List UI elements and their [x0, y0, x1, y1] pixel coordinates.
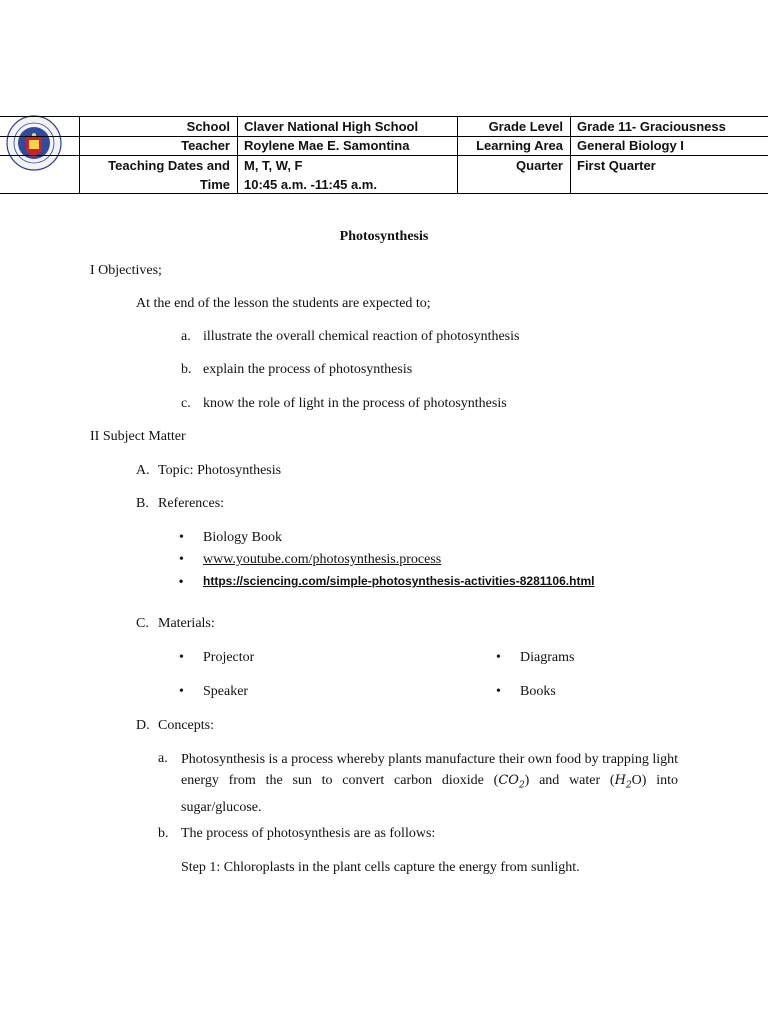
- table-column-divider: [570, 116, 571, 194]
- material-item: • Projector: [203, 650, 254, 666]
- h2o-formula: $H_2$: [614, 773, 632, 791]
- objectives-heading: I Objectives;: [90, 263, 162, 278]
- topic-label: Topic: Photosynthesis: [158, 463, 282, 478]
- subject-matter-heading: II Subject Matter: [90, 429, 186, 444]
- objective-marker: c.: [181, 396, 191, 411]
- document-title: Photosynthesis: [339, 229, 429, 244]
- grade-level-label: Grade Level: [488, 119, 563, 134]
- objective-item: illustrate the overall chemical reaction of photosynthesis: [203, 329, 520, 344]
- grade-level-value: Grade 11- Graciousness: [577, 119, 726, 134]
- objective-item: explain the process of photosynthesis: [203, 362, 413, 377]
- reference-link[interactable]: • www.youtube.com/photosynthesis.process: [203, 552, 441, 568]
- school-label: School: [186, 119, 230, 134]
- learning-area-label: Learning Area: [476, 138, 563, 153]
- objective-marker: a.: [181, 329, 191, 344]
- objective-marker: b.: [181, 362, 192, 377]
- section-marker: C.: [136, 616, 149, 631]
- objectives-intro: At the end of the lesson the students are expected to;: [136, 296, 431, 311]
- school-value: Claver National High School: [244, 119, 419, 134]
- concept-marker: b.: [158, 826, 169, 841]
- concept-a-text: Photosynthesis is a process whereby plants manufacture their own food by trapping light energy from the sun to convert carbon dioxide (: [181, 752, 678, 788]
- material-item: • Speaker: [203, 684, 248, 700]
- materials-label: Materials:: [158, 616, 215, 631]
- deped-seal-logo: [6, 115, 62, 171]
- learning-area-value: General Biology I: [577, 138, 684, 153]
- reference-link[interactable]: • https://sciencing.com/simple-photosynthesis-activities-8281106.html: [203, 574, 594, 588]
- teaching-time-value: 10:45 a.m. -11:45 a.m.: [244, 177, 377, 192]
- section-marker: A.: [136, 463, 150, 478]
- concept-b-text: The process of photosynthesis are as follows:: [181, 826, 436, 841]
- step-1-text: Step 1: Chloroplasts in the plant cells capture the energy from sunlight.: [181, 860, 580, 875]
- material-item: • Diagrams: [520, 650, 574, 666]
- concept-a-text: O) into sugar/glucose.: [181, 773, 678, 815]
- concept-marker: a.: [158, 751, 168, 766]
- concept-a-text: ) and water (: [524, 773, 615, 788]
- teacher-value: Roylene Mae E. Samontina: [244, 138, 410, 153]
- concepts-label: Concepts:: [158, 718, 214, 733]
- section-marker: B.: [136, 496, 149, 511]
- quarter-value: First Quarter: [577, 158, 656, 173]
- teaching-time-label: Time: [199, 177, 230, 192]
- teaching-dates-label: Teaching Dates and: [108, 158, 230, 173]
- objective-item: know the role of light in the process of photosynthesis: [203, 396, 507, 411]
- table-column-divider: [237, 116, 238, 194]
- material-item: • Books: [520, 684, 556, 700]
- co2-formula: $CO_2$: [498, 773, 525, 791]
- concept-a-paragraph: [181, 749, 678, 818]
- teacher-label: Teacher: [181, 138, 230, 153]
- reference-item: • Biology Book: [203, 530, 282, 546]
- teaching-days-value: M, T, W, F: [244, 158, 303, 173]
- section-marker: D.: [136, 718, 150, 733]
- references-label: References:: [158, 496, 225, 511]
- quarter-label: Quarter: [516, 158, 563, 173]
